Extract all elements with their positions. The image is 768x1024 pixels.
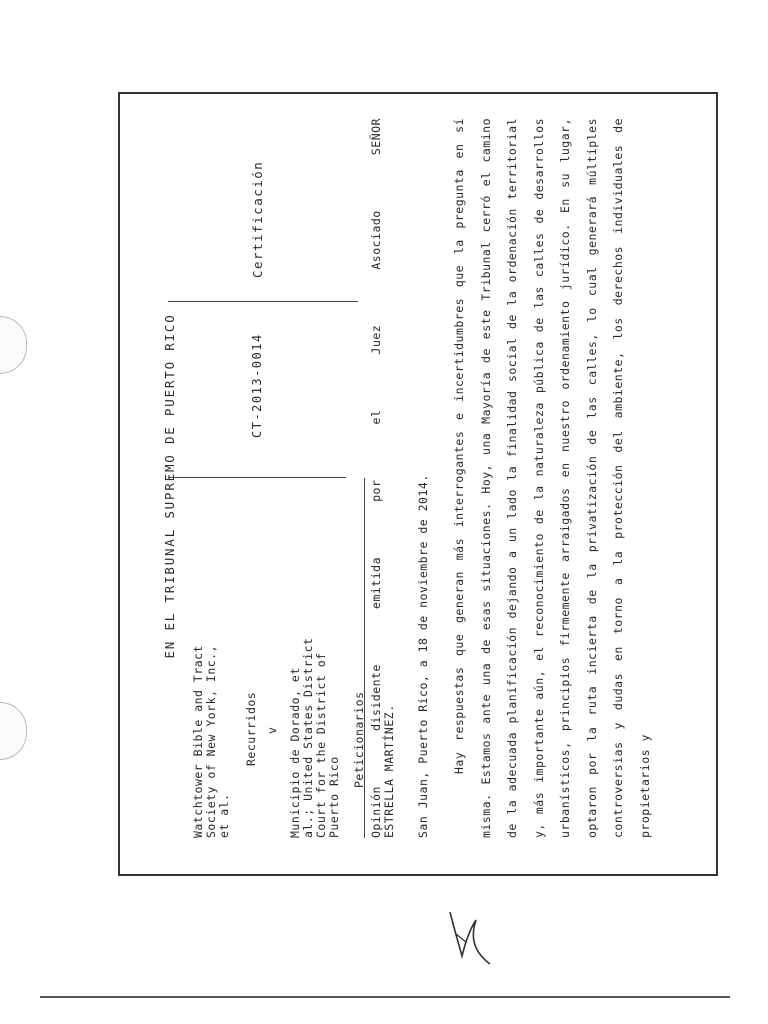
case-number: CT-2013-0014 xyxy=(250,333,264,438)
opinion-word: emitida xyxy=(369,557,383,609)
opinion-word: Asociado xyxy=(369,210,383,270)
caption-divider-vertical xyxy=(168,477,346,478)
party2-line: Puerto Rico xyxy=(327,756,341,838)
caption-divider-horizontal xyxy=(364,478,365,838)
date-line: San Juan, Puerto Rico, a 18 de noviembre de 2014. xyxy=(416,474,430,838)
bottom-rule xyxy=(40,996,730,998)
handwritten-signature xyxy=(440,898,500,970)
opinion-body-text: respuestas que generan más interrogantes e incertidumbres que la pregunta en sí misma. Estamos ante una de esas situaciones. Hoy, una Mayoría de este Tribunal cerró el camino de la adecuada planificación dejando a un lado la finalidad social de la ordenación territorial y, más importante aún, el reconocimiento de la naturaleza pública de las calles de desarrollos urbanísticos, principios firmemente arraigados en nuestro ordenamiento jurídico. En su lugar, optaron por la ruta incierta de la privatización de las calles, lo cual generará múltiples controversias y dudas en torno a la protección del ambiente, los derechos individuales de propietarios y xyxy=(452,118,652,838)
party2-role: Peticionarios xyxy=(352,691,366,788)
binder-hole-top xyxy=(0,316,27,374)
party1-line: Watchtower Bible and Tract xyxy=(191,644,205,838)
opinion-word: por xyxy=(369,479,383,502)
party1-line: et al. xyxy=(217,793,231,838)
opinion-body xyxy=(446,118,658,838)
opinion-word: el xyxy=(369,409,383,425)
versus-label: v xyxy=(265,726,279,734)
party2-line: Municipio de Dorado, et xyxy=(288,667,302,838)
party2-line: Court for the District of xyxy=(314,652,328,838)
party1-role: Recurridos xyxy=(244,691,258,766)
document-frame xyxy=(118,92,718,876)
party2-line: al.; United States District xyxy=(301,637,315,838)
opinion-word: Juez xyxy=(369,324,383,355)
party1-line: Society of New York, Inc., xyxy=(204,644,218,838)
opinion-heading-line2: ESTRELLA MARTÍNEZ. xyxy=(382,704,396,838)
opinion-heading xyxy=(370,118,396,838)
rotated-document-page xyxy=(120,94,720,878)
opinion-body-lead: Hay xyxy=(452,751,466,774)
caption-divider-vertical xyxy=(168,301,358,302)
court-title: EN EL TRIBUNAL SUPREMO DE PUERTO RICO xyxy=(162,313,177,659)
case-caption-parties xyxy=(192,478,366,838)
binder-hole-bottom xyxy=(0,702,27,760)
opinion-word: SEÑOR xyxy=(369,118,383,156)
opinion-word: disidente xyxy=(369,664,383,731)
opinion-word: Opinión xyxy=(369,786,383,838)
case-type: Certificación xyxy=(250,160,265,278)
